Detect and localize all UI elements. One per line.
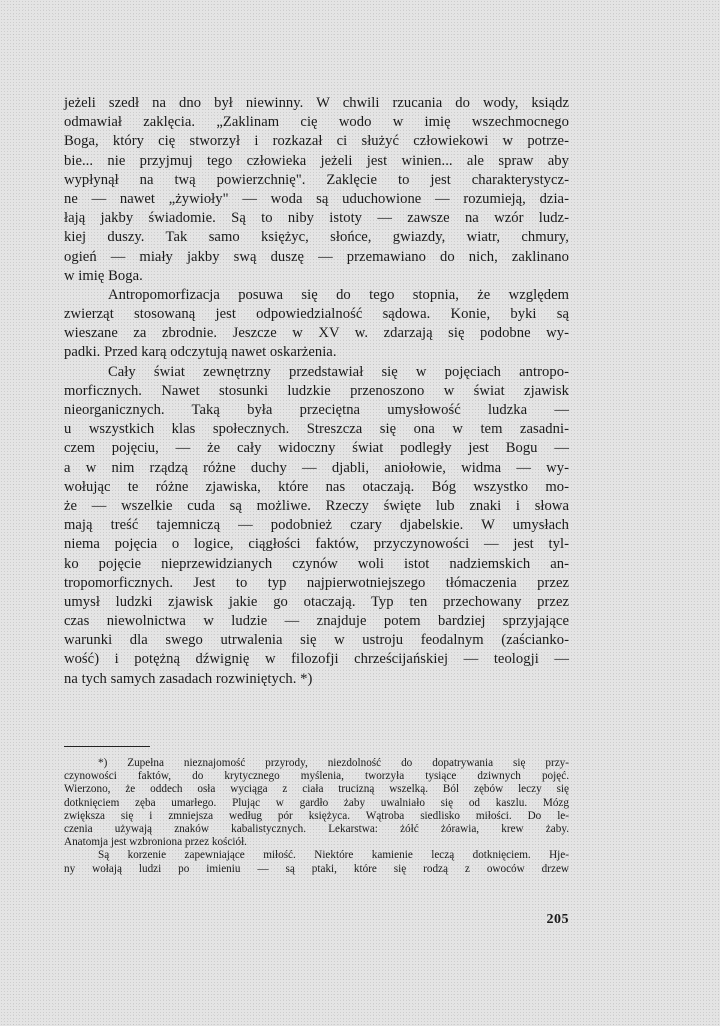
body-line: czas niewolnictwa w ludzie — znajduje potem bardziej sprzyjające: [64, 613, 569, 630]
page-number: 205: [546, 912, 569, 927]
body-line: bie... nie przyjmuj tego człowieka jeżeli jest winien... ale spraw aby: [64, 152, 569, 169]
body-line: ogień — miały jakby swą duszę — przemawiano do nich, zaklinano: [64, 248, 569, 265]
body-line: wieszane za zbrodnie. Jeszcze w XV w. zdarzają się podobne wy-: [64, 325, 569, 342]
body-line: ko pojęcie nieprzewidzianych czynów woli istot nadziemskich an-: [64, 555, 569, 572]
body-text: [64, 94, 569, 689]
body-line: kiej duszy. Tak samo księżyc, słońce, gwiazdy, wiatr, chmury,: [64, 229, 569, 246]
body-line: tropomorficznych. Jest to typ najpierwotniejszego tłómaczenia przez: [64, 574, 569, 591]
body-line: warunki dla swego utrwalenia się w ustroju feodalnym (zaścianko-: [64, 632, 569, 649]
footnotes: [64, 757, 569, 876]
footnote-line: czynowości faktów, do krytycznego myślenia, tworzyła tysiące dziwnych pojęć.: [64, 770, 569, 783]
body-line: odmawiał zaklęcia. „Zaklinam cię wodo w imię wszechmocnego: [64, 114, 569, 131]
body-line: czem pojęciu, — że cały widoczny świat podległy jest Bogu —: [64, 440, 569, 457]
body-line: niema pojęcia o logice, ciągłości faktów, przyczynowości — jest tyl-: [64, 536, 569, 553]
body-line: Boga, który cię stworzył i rozkazał ci służyć człowiekowi w potrze-: [64, 133, 569, 150]
footnote-line: Anatomja jest wzbroniona przez kościół.: [64, 836, 247, 849]
footnote-line: *) Zupełna nieznajomość przyrody, niezdolność do dopatrywania się przy-: [98, 757, 569, 769]
footnote-line: ny wołają ludzi po imieniu — są ptaki, które się rodzą z owoców drzew: [64, 862, 569, 875]
body-line: umysł ludzki zjawisk jakie go otaczają. Typ ten przechowany przez: [64, 593, 569, 610]
footnote-line: Są korzenie zapewniające miłość. Niektóre kamienie leczą dotknięciem. Hje-: [98, 849, 569, 862]
body-line: że — wszelkie cuda są możliwe. Rzeczy święte lub znaki i słowa: [64, 497, 569, 514]
body-line: Antropomorfizacja posuwa się do tego stopnia, że względem: [108, 286, 569, 303]
body-line: a w nim rządzą różne duchy — djabli, aniołowie, widma — wy-: [64, 459, 569, 476]
body-line: morficznych. Nawet stosunki ludzkie przenoszono w świat zjawisk: [64, 382, 569, 399]
body-line: na tych samych zasadach rozwiniętych. *): [64, 670, 313, 687]
body-line: mają treść tajemniczą — podobnież czary djabelskie. W umysłach: [64, 517, 569, 534]
footnote-separator: [64, 746, 150, 747]
body-line: wypłynął na twą powierzchnię". Zaklęcie to jest charakterystycz-: [64, 171, 569, 188]
body-line: wość) i potężną dźwignię w filozofji chrześcijańskiej — teologji —: [64, 651, 569, 668]
footnote-line: dotknięciem zęba umarłego. Plując w gardło żaby uwalniało się od kaszlu. Mózg: [64, 796, 569, 809]
footnote-line: zwiększa się i zmniejsza według pór księżyca. Wątroba siedlisko miłości. Do le-: [64, 809, 569, 822]
body-line: ne — nawet „żywioły" — woda są uduchowione — rozumieją, dzia-: [64, 190, 569, 207]
body-line: zwierząt stosowaną jest odpowiedzialność sądowa. Konie, byki są: [64, 306, 569, 323]
body-line: łają jakby świadomie. Są to niby istoty — zawsze na wzór ludz-: [64, 210, 569, 227]
body-line: nieorganicznych. Taką była przeciętna umysłowość ludzka —: [64, 402, 569, 418]
footnote-line: czenia używają znaków kabalistycznych. Lekarstwa: żółć żórawia, krew żaby.: [64, 822, 569, 835]
body-line: wołując te różne zjawiska, które nas otaczają. Bóg wszystko mo-: [64, 478, 569, 495]
body-line: Cały świat zewnętrzny przedstawiał się w pojęciach antropo-: [108, 363, 569, 380]
footnote-line: Wierzono, że oddech osła wyciąga z ciała trucizną wszelką. Ból zębów leczy się: [64, 783, 569, 796]
body-line: u wszystkich klas społecznych. Streszcza się ona w tem zasadni-: [64, 421, 569, 438]
body-line: w imię Boga.: [64, 267, 143, 284]
body-line: jeżeli szedł na dno był niewinny. W chwili rzucania do wody, ksiądz: [64, 95, 569, 111]
body-line: padki. Przed karą odczytują nawet oskarżenia.: [64, 344, 337, 361]
